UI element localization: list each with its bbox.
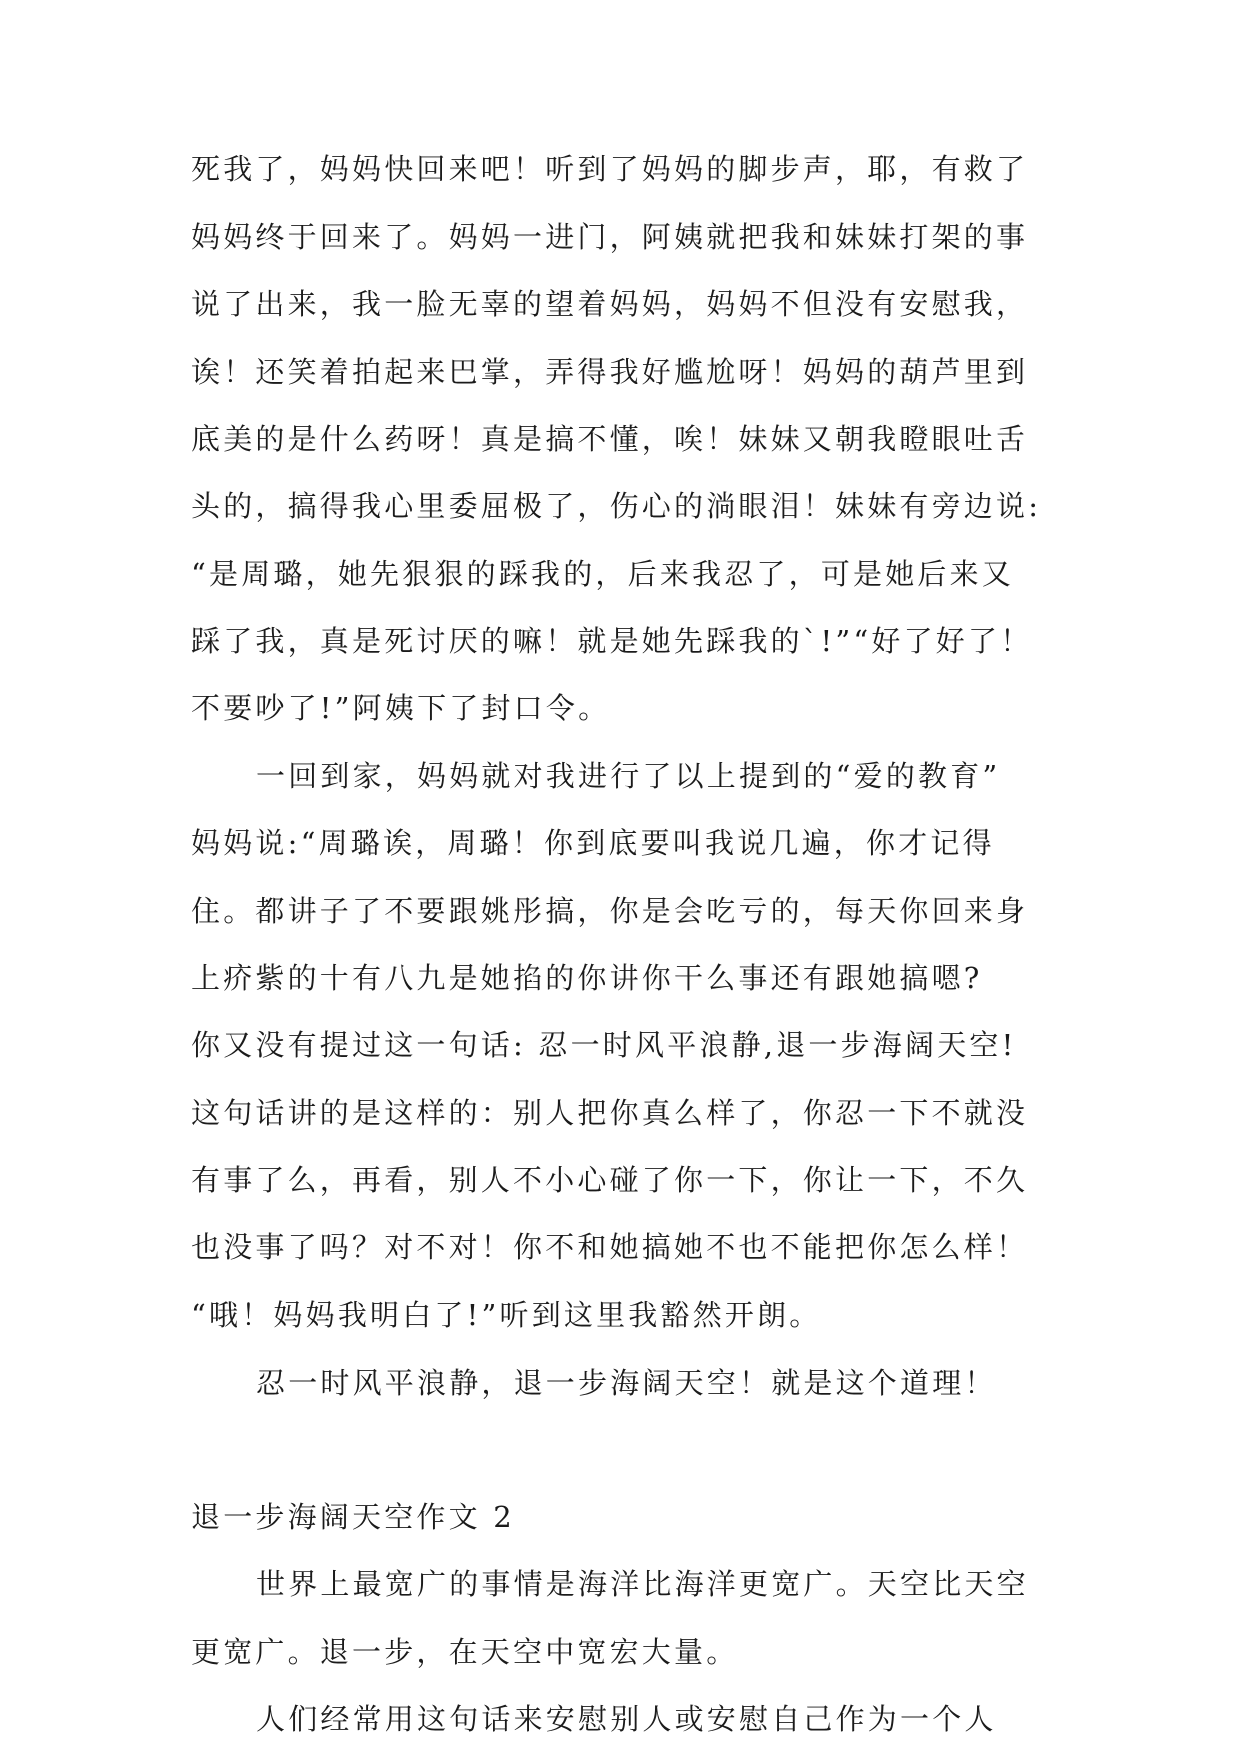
- text-line: 妈妈说:“周璐诶，周璐！你到底要叫我说几遍，你才记得: [191, 826, 995, 860]
- text-line: 诶！还笑着拍起来巴掌，弄得我好尴尬呀！妈妈的葫芦里到: [191, 355, 1029, 389]
- text-line: 妈妈终于回来了。妈妈一进门，阿姨就把我和妹妹打架的事: [191, 220, 1029, 254]
- text-line: 踩了我，真是死讨厌的嘛！就是她先踩我的`!”“好了好了！: [191, 624, 1033, 658]
- paragraph-first-line: 一回到家，妈妈就对我进行了以上提到的“爱的教育”: [256, 759, 1001, 793]
- text-line: 也没事了吗？对不对！你不和她搞她不也不能把你怎么样！: [191, 1230, 1029, 1264]
- text-line: “是周璐，她先狠狠的踩我的，后来我忍了，可是她后来又: [191, 557, 1015, 591]
- section-heading: 退一步海阔天空作文 2: [191, 1500, 515, 1534]
- text-line: 更宽广。退一步，在天空中宽宏大量。: [191, 1635, 739, 1669]
- paragraph-first-line: 忍一时风平浪静，退一步海阔天空！就是这个道理！: [256, 1366, 997, 1400]
- paragraph-first-line: 人们经常用这句话来安慰别人或安慰自己作为一个人: [256, 1702, 997, 1736]
- text-line: 这句话讲的是这样的：别人把你真么样了，你忍一下不就没: [191, 1096, 1029, 1130]
- text-line: 上疥紫的十有八九是她掐的你讲你干么事还有跟她搞嗯?: [191, 961, 983, 995]
- text-line: 有事了么，再看，别人不小心碰了你一下，你让一下，不久: [191, 1163, 1029, 1197]
- text-line: 说了出来，我一脸无辜的望着妈妈，妈妈不但没有安慰我，: [191, 287, 1029, 321]
- text-line: “哦！妈妈我明白了!”听到这里我豁然开朗。: [191, 1298, 822, 1332]
- text-line: 不要吵了!”阿姨下了封口令。: [191, 691, 611, 725]
- text-line: 住。都讲子了不要跟姚彤搞，你是会吃亏的，每天你回来身: [191, 894, 1029, 928]
- text-line: 头的，搞得我心里委屈极了，伤心的淌眼泪！妹妹有旁边说:: [191, 489, 1042, 523]
- text-line: 死我了，妈妈快回来吧！听到了妈妈的脚步声，耶，有救了: [191, 152, 1029, 186]
- paragraph-first-line: 世界上最宽广的事情是海洋比海洋更宽广。天空比天空: [256, 1567, 1029, 1601]
- text-line: 你又没有提过这一句话: 忍一时风平浪静,退一步海阔天空!: [191, 1028, 1017, 1062]
- text-line: 底美的是什么药呀！真是搞不懂，唉！妹妹又朝我瞪眼吐舌: [191, 422, 1029, 456]
